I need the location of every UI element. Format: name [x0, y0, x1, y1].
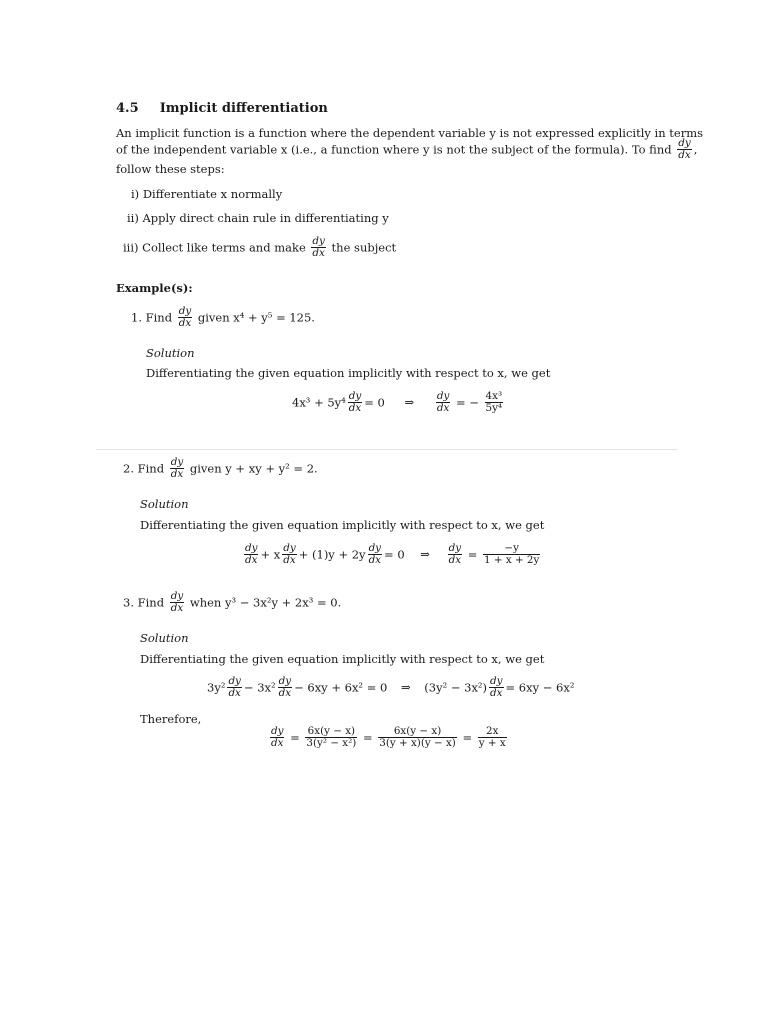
eq-sign: =	[462, 730, 473, 745]
example-1-equation	[292, 391, 505, 414]
section-heading	[116, 101, 328, 116]
find-label: Find	[137, 595, 165, 610]
solution-intro: Differentiating the given equation implicitly with respect to x, we get	[146, 366, 551, 380]
example-3-result	[268, 726, 509, 749]
frac-numerator: −y	[483, 543, 540, 555]
frac-numerator: dy	[436, 390, 450, 402]
eq-term: + (1)y + 2y	[298, 547, 366, 562]
result-fraction	[305, 726, 357, 749]
eq-term: =	[467, 547, 478, 562]
solution-intro: Differentiating the given equation implicitly with respect to x, we get	[140, 652, 545, 666]
find-label: Find	[137, 461, 165, 476]
frac-numerator: dy	[348, 390, 362, 402]
frac-denominator: dx	[436, 401, 450, 414]
dy-dx-fraction	[448, 543, 462, 566]
result-fraction	[483, 543, 540, 566]
eq-term: = −	[455, 395, 479, 410]
frac-numerator: dy	[245, 542, 258, 554]
eq-term: − 3x²	[243, 680, 276, 695]
dy-dx-fraction	[436, 391, 450, 414]
frac-denominator: dx	[283, 553, 296, 566]
example-number: 1.	[131, 310, 142, 325]
frac-denominator: dx	[271, 736, 284, 749]
result-fraction	[485, 391, 504, 414]
step-3-suffix: the subject	[331, 240, 397, 255]
section-number: 4.5	[116, 101, 139, 116]
frac-denominator: dx	[312, 246, 325, 259]
implies-arrow: ⇒	[404, 395, 415, 410]
eq-term: = 6xy − 6x²	[505, 680, 575, 695]
solution-intro: Differentiating the given equation implicitly with respect to x, we get	[140, 518, 545, 532]
eq-term: 4x³ + 5y⁴	[292, 395, 346, 410]
frac-numerator: dy	[678, 137, 691, 149]
frac-numerator: dy	[368, 542, 382, 554]
frac-numerator: dy	[271, 725, 284, 737]
eq-term: = 0	[364, 395, 385, 410]
frac-numerator: dy	[283, 542, 296, 554]
result-fraction	[378, 726, 457, 749]
frac-numerator: dy	[448, 542, 462, 554]
frac-denominator: dx	[278, 686, 292, 699]
step-1: i) Differentiate x normally	[131, 187, 283, 201]
eq-term: 3y²	[207, 680, 226, 695]
eq-term: + x	[260, 547, 281, 562]
eq-term: = 0	[384, 547, 405, 562]
example-number: 3.	[123, 595, 134, 610]
frac-numerator: 4x³	[485, 390, 503, 402]
intro-line-2-comma: ,	[693, 142, 698, 157]
step-3	[123, 236, 396, 259]
frac-numerator: dy	[170, 590, 184, 602]
frac-numerator: dy	[312, 235, 325, 247]
dy-dx-fraction	[677, 138, 691, 161]
frac-denominator: dx	[348, 401, 362, 414]
examples-heading: Example(s):	[116, 281, 193, 295]
dy-dx-fraction	[278, 676, 292, 699]
frac-denominator: 3(y + x)(y − x)	[379, 736, 456, 749]
frac-denominator: dx	[448, 553, 462, 566]
question-rest: given y + xy + y² = 2.	[189, 461, 318, 476]
frac-numerator: 6x(y − x)	[305, 726, 357, 738]
eq-term: (3y² − 3x²)	[424, 680, 488, 695]
question-rest: given x⁴ + y⁵ = 125.	[197, 310, 315, 325]
frac-numerator: dy	[490, 675, 503, 687]
dy-dx-fraction	[244, 543, 258, 566]
eq-term: − 6xy + 6x² = 0	[294, 680, 388, 695]
therefore-label: Therefore,	[140, 712, 202, 726]
question-rest: when y³ − 3x²y + 2x³ = 0.	[189, 595, 342, 610]
implies-arrow: ⇒	[420, 547, 430, 562]
find-label: Find	[145, 310, 173, 325]
frac-denominator: y + x	[478, 736, 506, 749]
frac-denominator: dx	[170, 601, 184, 614]
section-title: Implicit differentiation	[159, 101, 328, 116]
solution-label: Solution	[140, 631, 189, 645]
frac-denominator: dx	[170, 467, 184, 480]
dy-dx-fraction	[282, 543, 296, 566]
intro-line-2	[116, 138, 697, 161]
result-fraction	[478, 726, 507, 749]
dy-dx-fraction	[227, 676, 241, 699]
example-2-question	[123, 457, 318, 480]
solution-label: Solution	[140, 497, 189, 511]
page-break-divider	[96, 449, 678, 450]
frac-denominator: 1 + x + 2y	[484, 553, 540, 566]
dy-dx-fraction	[170, 591, 184, 614]
dy-dx-fraction	[178, 306, 192, 329]
dy-dx-fraction	[489, 676, 503, 699]
frac-denominator: dx	[245, 553, 258, 566]
frac-denominator: dx	[178, 316, 192, 329]
frac-denominator: dx	[678, 148, 691, 161]
intro-line-3: follow these steps:	[116, 162, 225, 176]
step-3-prefix: iii) Collect like terms and make	[123, 240, 306, 255]
frac-denominator: dx	[490, 686, 503, 699]
step-2: ii) Apply direct chain rule in differentiating y	[127, 211, 389, 225]
eq-sign: =	[290, 730, 300, 745]
intro-line-1: An implicit function is a function where the dependent variable y is not expressed explicitly in terms	[116, 126, 704, 140]
frac-numerator: dy	[228, 675, 241, 687]
frac-denominator: 5y⁴	[485, 401, 503, 414]
example-1-question	[131, 306, 315, 329]
implies-arrow: ⇒	[400, 680, 411, 695]
frac-numerator: dy	[178, 305, 192, 317]
dy-dx-fraction	[348, 391, 362, 414]
eq-sign: =	[362, 730, 373, 745]
dy-dx-fraction	[311, 236, 325, 259]
example-2-equation	[242, 543, 542, 566]
dy-dx-fraction	[368, 543, 382, 566]
frac-denominator: dx	[368, 553, 382, 566]
dy-dx-fraction	[170, 457, 184, 480]
frac-numerator: dy	[170, 456, 184, 468]
example-3-question	[123, 591, 341, 614]
solution-label: Solution	[146, 346, 195, 360]
example-3-equation	[207, 676, 574, 699]
frac-denominator: dx	[228, 686, 241, 699]
dy-dx-fraction	[270, 726, 284, 749]
frac-numerator: 2x	[478, 726, 507, 738]
frac-numerator: 6x(y − x)	[378, 726, 457, 738]
frac-denominator: 3(y² − x²)	[306, 736, 357, 749]
example-number: 2.	[123, 461, 134, 476]
frac-numerator: dy	[278, 675, 292, 687]
intro-line-2-text: of the independent variable x (i.e., a function where y is not the subject of the formula). To find	[116, 142, 672, 157]
